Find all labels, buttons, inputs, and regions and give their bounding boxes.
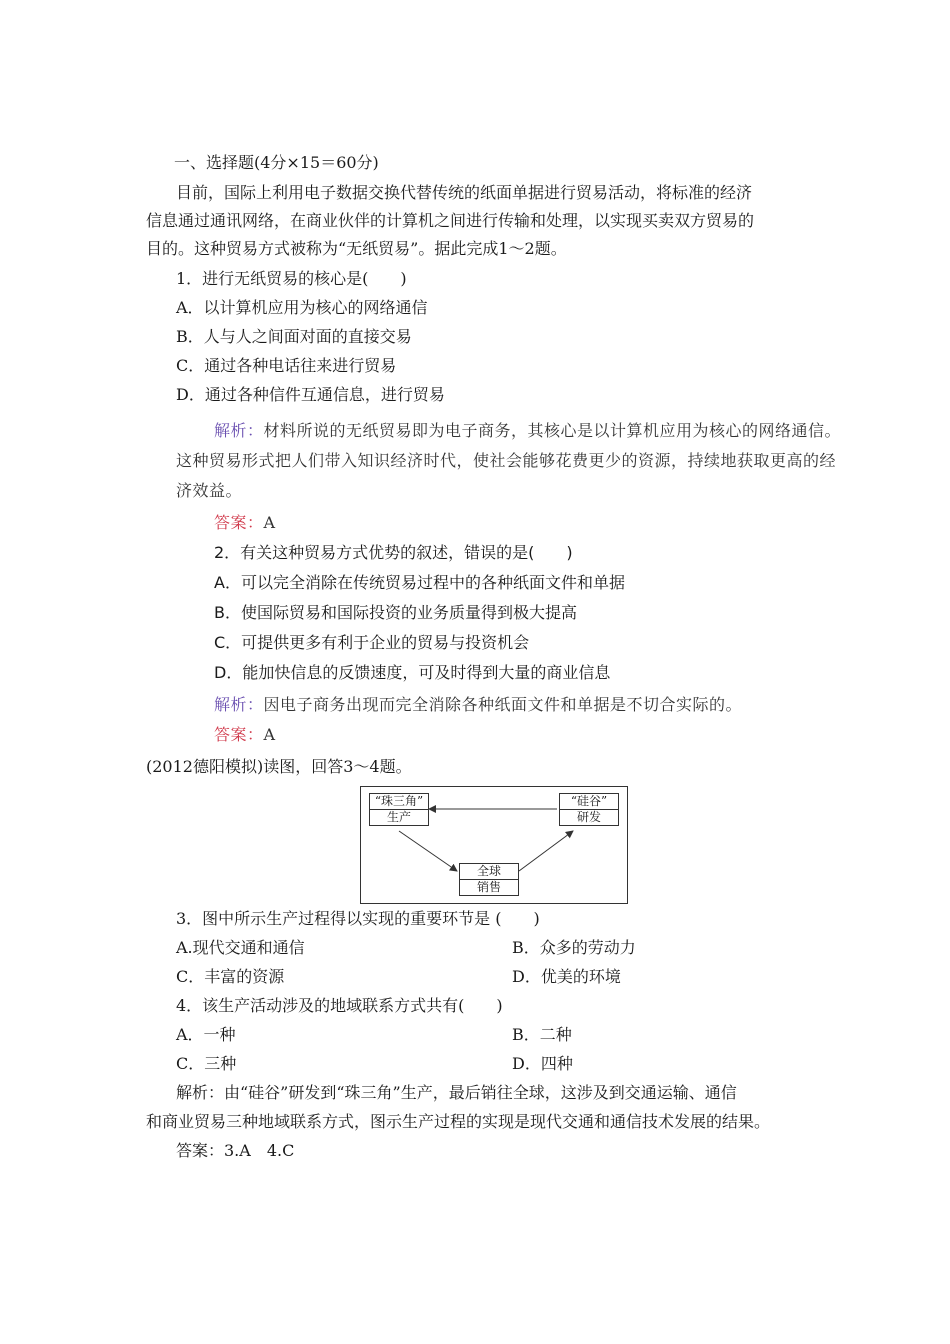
sales-box-sub: 销售 [460,879,518,895]
q2-option-d: D．能加快信息的反馈速度，可及时得到大量的商业信息 [214,663,611,682]
q1-answer-value: A [263,513,276,532]
q2-answer [214,724,276,746]
q4-stem: 4．该生产活动涉及的地域联系方式共有( ) [176,996,503,1015]
analysis-label: 解析： [214,695,264,714]
flow-diagram [360,786,628,904]
q4-option-c: C．三种 [176,1054,237,1073]
q2-option-b: B．使国际贸易和国际投资的业务质量得到极大提高 [214,603,577,622]
section-heading: 一、选择题(4分×15＝60分) [174,153,379,172]
production-box-title: “珠三角” [374,794,424,808]
q2-option-c: C．可提供更多有利于企业的贸易与投资机会 [214,633,530,652]
q2-option-a: A．可以完全消除在传统贸易过程中的各种纸面文件和单据 [214,573,625,592]
q2-analysis [214,694,742,716]
intro-line-1: 目前，国际上利用电子数据交换代替传统的纸面单据进行贸易活动，将标准的经济 [176,183,753,202]
rd-box-sub: 研发 [560,809,618,825]
q3-option-b: B．众多的劳动力 [512,938,636,957]
q1-option-b: B．人与人之间面对面的直接交易 [176,327,412,346]
q1-option-d: D．通过各种信件互通信息，进行贸易 [176,385,445,404]
section2-answer: 答案：3.A 4.C [176,1141,295,1160]
section2-intro: (2012德阳模拟)读图，回答3～4题。 [146,757,412,776]
q2-analysis-text: 因电子商务出现而完全消除各种纸面文件和单据是不切合实际的。 [263,695,743,714]
q1-option-c: C．通过各种电话往来进行贸易 [176,356,397,375]
production-box [369,793,429,826]
intro-line-2: 信息通过通讯网络，在商业伙伴的计算机之间进行传输和处理，以实现买卖双方贸易的 [146,211,755,230]
q4-option-b: B．二种 [512,1025,572,1044]
production-box-sub: 生产 [370,809,428,825]
answer-label: 答案： [214,725,264,744]
q2-answer-value: A [263,725,276,744]
analysis-label: 解析： [214,421,264,440]
q3-option-a: A.现代交通和通信 [176,938,305,957]
arrow-production-to-sales [399,831,457,871]
answer-label: 答案： [214,513,264,532]
q1-answer [214,512,276,534]
q3-stem: 3．图中所示生产过程得以实现的重要环节是 ( ) [176,909,540,928]
q2-stem: 2．有关这种贸易方式优势的叙述，错误的是( ) [214,543,573,562]
q1-analysis-text-1: 材料所说的无纸贸易即为电子商务，其核心是以计算机应用为核心的网络通信。 [263,421,842,440]
intro-line-3: 目的。这种贸易方式被称为“无纸贸易”。据此完成1～2题。 [146,239,567,258]
q1-analysis-line-3: 济效益。 [176,481,243,500]
q3-option-c: C．丰富的资源 [176,967,285,986]
section2-analysis-2: 和商业贸易三种地域联系方式，图示生产过程的实现是现代交通和通信技术发展的结果。 [146,1112,771,1131]
arrow-sales-to-rd [519,831,573,871]
q1-analysis-line-1 [214,420,841,442]
q4-option-d: D．四种 [512,1054,573,1073]
q1-option-a: A．以计算机应用为核心的网络通信 [176,298,428,317]
rd-box-title: “硅谷” [570,794,608,808]
rd-box [559,793,619,826]
q1-analysis-line-2: 这种贸易形式把人们带入知识经济时代，使社会能够花费更少的资源，持续地获取更高的经 [176,451,837,470]
q1-stem: 1．进行无纸贸易的核心是( ) [176,269,407,288]
q4-option-a: A．一种 [176,1025,236,1044]
sales-box-title: 全球 [476,864,501,878]
sales-box [459,863,519,896]
section2-analysis-1: 解析：由“硅谷”研发到“珠三角”生产，最后销往全球，这涉及到交通运输、通信 [176,1083,737,1102]
q3-option-d: D．优美的环境 [512,967,621,986]
